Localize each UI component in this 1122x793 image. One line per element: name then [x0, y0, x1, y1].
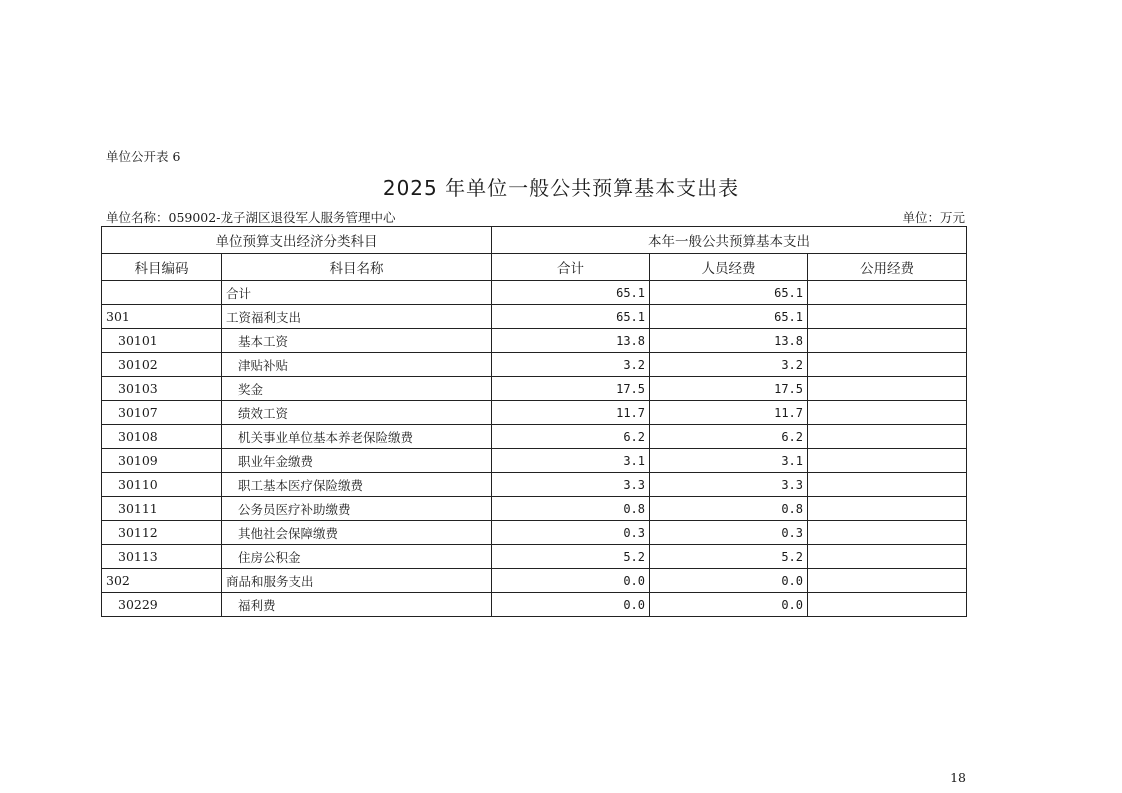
cell-public	[808, 329, 967, 353]
table-row	[102, 545, 967, 569]
cell-personnel: 0.0	[650, 593, 808, 617]
cell-personnel: 11.7	[650, 401, 808, 425]
cell-total: 5.2	[492, 545, 650, 569]
cell-personnel: 0.8	[650, 497, 808, 521]
cell-code: 30101	[102, 329, 222, 353]
cell-total: 0.0	[492, 569, 650, 593]
cell-total: 17.5	[492, 377, 650, 401]
cell-total: 11.7	[492, 401, 650, 425]
cell-code: 30107	[102, 401, 222, 425]
cell-public	[808, 593, 967, 617]
cell-code: 30113	[102, 545, 222, 569]
cell-total: 0.8	[492, 497, 650, 521]
table-row	[102, 521, 967, 545]
cell-personnel: 65.1	[650, 281, 808, 305]
cell-total: 6.2	[492, 425, 650, 449]
table-row	[102, 497, 967, 521]
cell-total: 65.1	[492, 281, 650, 305]
header-group-basic-expenditure: 本年一般公共预算基本支出	[492, 227, 967, 254]
cell-code: 30112	[102, 521, 222, 545]
cell-public	[808, 473, 967, 497]
cell-code: 30108	[102, 425, 222, 449]
table-row	[102, 449, 967, 473]
cell-code: 30111	[102, 497, 222, 521]
cell-public	[808, 425, 967, 449]
cell-code: 30102	[102, 353, 222, 377]
cell-name: 绩效工资	[222, 401, 492, 425]
cell-total: 0.0	[492, 593, 650, 617]
cell-code: 301	[102, 305, 222, 329]
cell-code: 30109	[102, 449, 222, 473]
cell-code: 30110	[102, 473, 222, 497]
cell-name: 住房公积金	[222, 545, 492, 569]
table-number-label: 单位公开表 6	[106, 149, 181, 164]
table-body	[102, 281, 967, 617]
cell-public	[808, 377, 967, 401]
currency-unit-label: 单位：万元	[902, 210, 965, 225]
cell-name: 公务员医疗补助缴费	[222, 497, 492, 521]
cell-total: 3.1	[492, 449, 650, 473]
table-row	[102, 305, 967, 329]
header-group-row	[102, 227, 967, 254]
cell-total: 65.1	[492, 305, 650, 329]
cell-total: 3.3	[492, 473, 650, 497]
cell-personnel: 17.5	[650, 377, 808, 401]
cell-public	[808, 521, 967, 545]
table-row	[102, 353, 967, 377]
cell-public	[808, 281, 967, 305]
cell-name: 工资福利支出	[222, 305, 492, 329]
cell-name: 职业年金缴费	[222, 449, 492, 473]
cell-code: 30103	[102, 377, 222, 401]
cell-public	[808, 569, 967, 593]
cell-name: 奖金	[222, 377, 492, 401]
column-header-name: 科目名称	[222, 254, 492, 281]
column-header-total: 合计	[492, 254, 650, 281]
cell-total: 3.2	[492, 353, 650, 377]
cell-code: 302	[102, 569, 222, 593]
cell-name: 其他社会保障缴费	[222, 521, 492, 545]
cell-name: 机关事业单位基本养老保险缴费	[222, 425, 492, 449]
cell-personnel: 5.2	[650, 545, 808, 569]
cell-code	[102, 281, 222, 305]
column-header-public: 公用经费	[808, 254, 967, 281]
cell-personnel: 13.8	[650, 329, 808, 353]
cell-name: 福利费	[222, 593, 492, 617]
cell-public	[808, 545, 967, 569]
cell-name: 职工基本医疗保险缴费	[222, 473, 492, 497]
cell-personnel: 3.2	[650, 353, 808, 377]
budget-table	[101, 226, 967, 617]
table-row	[102, 329, 967, 353]
cell-personnel: 6.2	[650, 425, 808, 449]
cell-public	[808, 353, 967, 377]
table-header	[102, 227, 967, 281]
unit-name-label: 单位名称：059002-龙子湖区退役军人服务管理中心	[106, 210, 396, 225]
cell-personnel: 3.1	[650, 449, 808, 473]
cell-public	[808, 449, 967, 473]
cell-personnel: 65.1	[650, 305, 808, 329]
header-group-economic-classification: 单位预算支出经济分类科目	[102, 227, 492, 254]
column-header-personnel: 人员经费	[650, 254, 808, 281]
table-row	[102, 569, 967, 593]
header-column-row	[102, 254, 967, 281]
page-title: 2025 年单位一般公共预算基本支出表	[382, 176, 740, 200]
cell-total: 13.8	[492, 329, 650, 353]
page-number: 18	[950, 770, 966, 785]
cell-total: 0.3	[492, 521, 650, 545]
cell-name: 基本工资	[222, 329, 492, 353]
cell-code: 30229	[102, 593, 222, 617]
table-row	[102, 281, 967, 305]
cell-public	[808, 305, 967, 329]
table-row	[102, 401, 967, 425]
cell-personnel: 0.0	[650, 569, 808, 593]
table-row	[102, 593, 967, 617]
table-row	[102, 473, 967, 497]
cell-public	[808, 401, 967, 425]
cell-name: 合计	[222, 281, 492, 305]
cell-name: 商品和服务支出	[222, 569, 492, 593]
table-row	[102, 425, 967, 449]
table-row	[102, 377, 967, 401]
cell-public	[808, 497, 967, 521]
cell-personnel: 0.3	[650, 521, 808, 545]
cell-personnel: 3.3	[650, 473, 808, 497]
cell-name: 津贴补贴	[222, 353, 492, 377]
column-header-code: 科目编码	[102, 254, 222, 281]
